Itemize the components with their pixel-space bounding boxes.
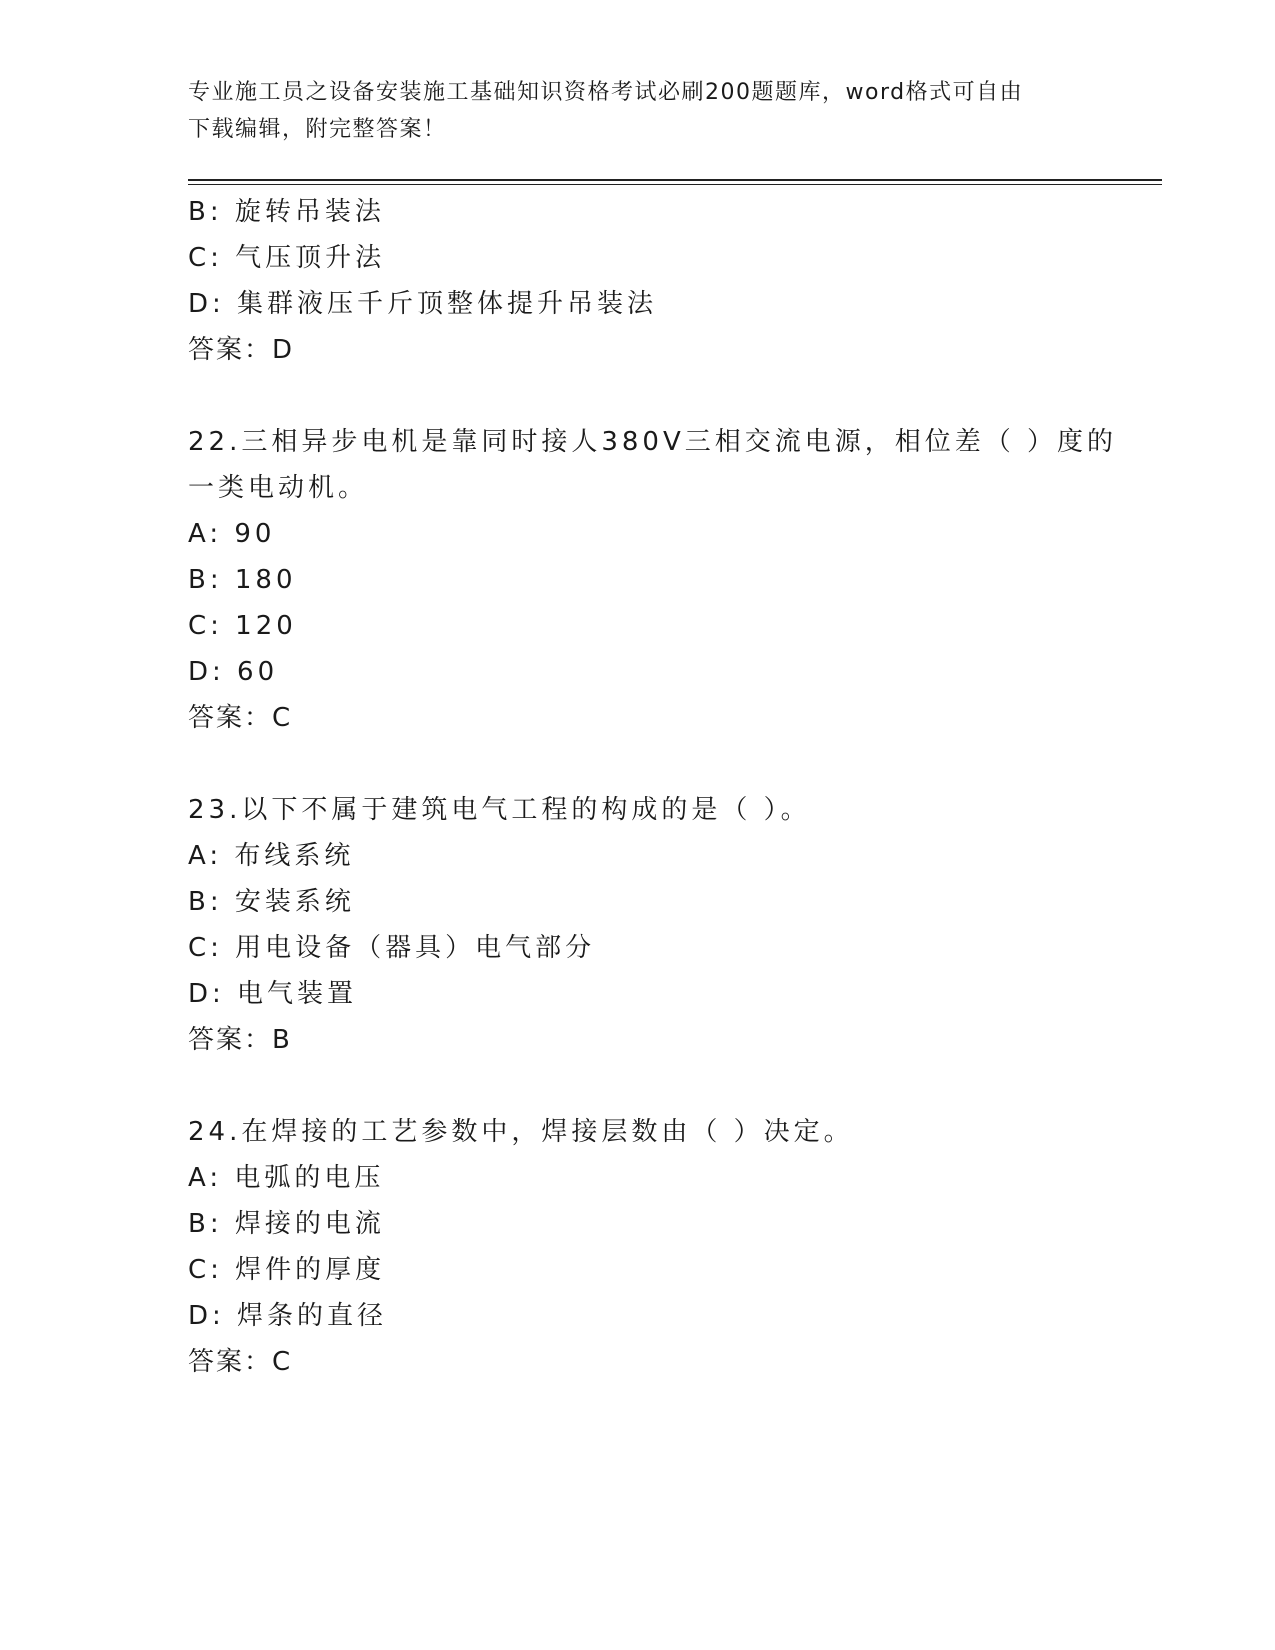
spacer xyxy=(188,741,1088,787)
spacer xyxy=(188,1063,1088,1109)
option-a: A: 布线系统 xyxy=(188,841,355,871)
answer-line: 答案：B xyxy=(188,1025,292,1055)
question-22 xyxy=(188,419,1118,741)
header-line-1: 专业施工员之设备安装施工基础知识资格考试必刷200题题库，word格式可自由 xyxy=(188,80,1024,105)
answer-line: 答案：D xyxy=(188,335,295,365)
option-c: C: 气压顶升法 xyxy=(188,243,386,273)
option-d: D: 60 xyxy=(188,657,279,687)
question-stem-line-1: 22.三相异步电机是靠同时接人380V三相交流电源，相位差（ ）度的 xyxy=(188,427,1118,457)
option-b: B: 旋转吊装法 xyxy=(188,197,385,227)
option-c: C: 120 xyxy=(188,611,297,641)
option-b: B: 安装系统 xyxy=(188,887,355,917)
header-line-2: 下载编辑，附完整答案！ xyxy=(188,117,447,142)
spacer xyxy=(188,373,1088,419)
option-a: A: 90 xyxy=(188,519,276,549)
question-stem-line-1: 23.以下不属于建筑电气工程的构成的是（ ）。 xyxy=(188,795,811,825)
question-stem-line-2: 一类电动机。 xyxy=(188,473,369,503)
document-header xyxy=(188,74,1088,148)
answer-line: 答案：C xyxy=(188,703,293,733)
question-23 xyxy=(188,787,1088,1063)
option-d: D: 电气装置 xyxy=(188,979,358,1009)
answer-line: 答案：C xyxy=(188,1347,293,1377)
option-a: A: 电弧的电压 xyxy=(188,1163,385,1193)
option-c: C: 用电设备（器具）电气部分 xyxy=(188,933,596,963)
question-content xyxy=(188,189,1118,1385)
option-d: D: 集群液压千斤顶整体提升吊装法 xyxy=(188,289,658,319)
option-b: B: 焊接的电流 xyxy=(188,1209,385,1239)
option-d: D: 焊条的直径 xyxy=(188,1301,388,1331)
continued-question xyxy=(188,189,1088,373)
option-c: C: 焊件的厚度 xyxy=(188,1255,386,1285)
option-b: B: 180 xyxy=(188,565,297,595)
header-rule-thin xyxy=(188,184,1162,185)
question-24 xyxy=(188,1109,1088,1385)
question-stem-line-1: 24.在焊接的工艺参数中，焊接层数由（ ）决定。 xyxy=(188,1117,854,1147)
header-rule-thick xyxy=(188,179,1162,181)
